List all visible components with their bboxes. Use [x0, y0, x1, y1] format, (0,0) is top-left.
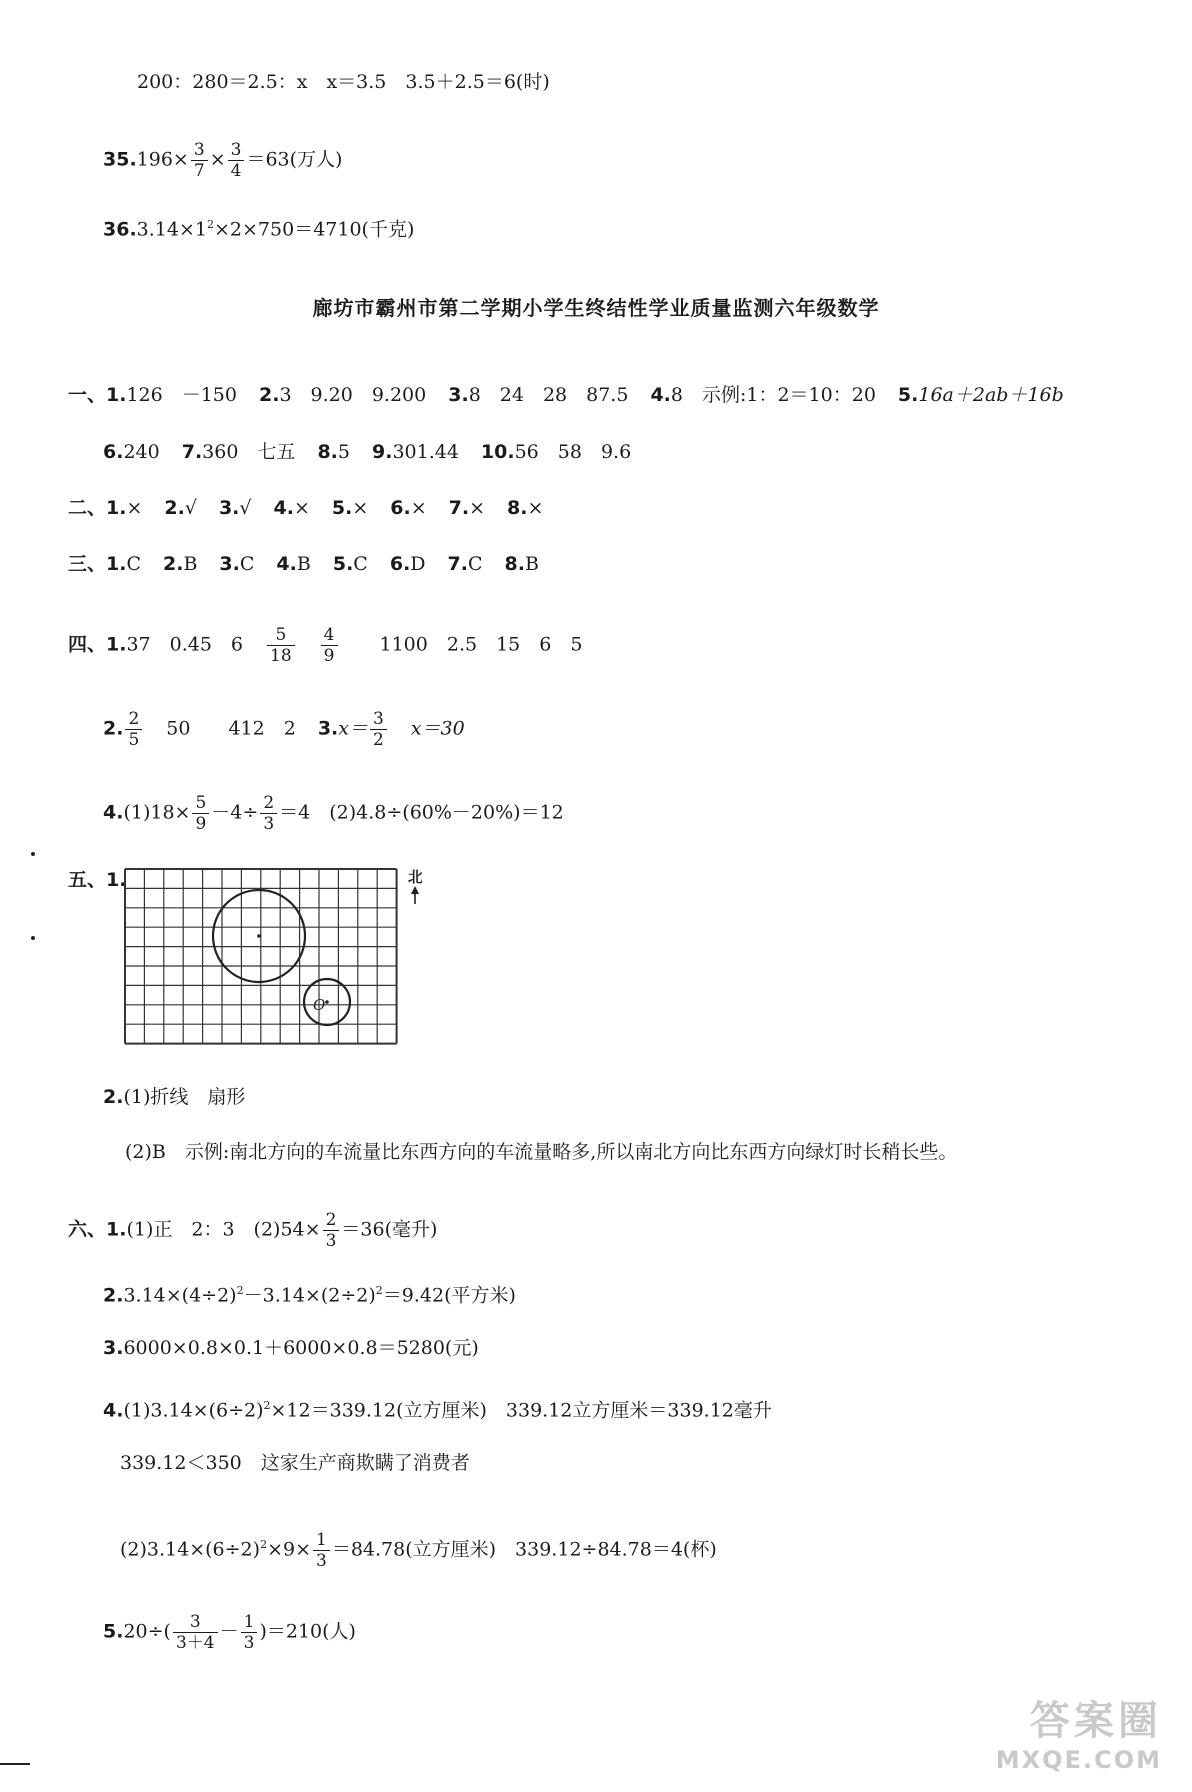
fraction	[125, 709, 142, 750]
answer-value: ×	[527, 497, 544, 519]
numerator: 3	[228, 140, 245, 161]
question-number: 3.	[219, 553, 240, 575]
answer-value: C	[353, 553, 368, 575]
expression-part: (1)3.14×(6÷2)	[123, 1399, 264, 1422]
watermark	[996, 1689, 1162, 1774]
expression-part: 20÷(	[123, 1620, 171, 1643]
numerator: 1	[313, 1530, 330, 1551]
section-4-row-1	[68, 625, 582, 666]
question-number: 7.	[181, 441, 203, 463]
expression-part: 3.14×1	[136, 218, 207, 241]
small-circle-center	[325, 1000, 329, 1004]
question-number: 7.	[448, 497, 470, 519]
denominator: 18	[270, 646, 292, 666]
answer-value: √	[184, 497, 197, 519]
section-label: 六、1.	[68, 1218, 127, 1241]
question-number: 4.	[273, 497, 294, 519]
expression-part: ＝63(万人)	[246, 148, 343, 171]
answer-value: 16a＋2ab＋16b	[918, 384, 1064, 406]
fraction	[241, 1612, 258, 1653]
expression-part: (1)正 2：3 (2)54×	[126, 1218, 321, 1241]
question-number: 6.	[389, 553, 411, 575]
question-number: 4.	[103, 1399, 124, 1422]
fraction	[370, 709, 387, 750]
question-number: 3.	[103, 1337, 124, 1359]
expression-part: (2)3.14×(6÷2)	[120, 1538, 261, 1561]
section-title: 廊坊市霸州市第二学期小学生终结性学业质量监测六年级数学	[312, 296, 880, 320]
expression-part: －3.14×(2÷2)	[243, 1284, 376, 1307]
section-5-q2-a	[103, 1085, 245, 1109]
section-label: 二、1.	[68, 497, 127, 519]
answer-value: 5	[337, 441, 350, 463]
answer-value: C	[467, 553, 483, 575]
denominator: 3	[325, 1231, 337, 1251]
question-number: 6.	[390, 497, 411, 519]
expression-part: －	[219, 1620, 239, 1643]
answer-value: B	[524, 553, 539, 575]
denominator: 4	[230, 161, 242, 181]
denominator: 3	[263, 814, 275, 834]
question-number: 7.	[447, 553, 468, 575]
question-number: 8.	[507, 497, 528, 519]
fraction	[228, 140, 245, 181]
question-number: 3.	[317, 717, 339, 740]
section-label: 五、1.	[68, 869, 127, 891]
expression-part: 6000×0.8×0.1＋6000×0.8＝5280(元)	[123, 1337, 479, 1359]
section-5-label	[68, 868, 126, 892]
exponent: 2	[236, 1284, 244, 1297]
answer-value: 360 七五	[202, 441, 296, 463]
question-number: 3.	[218, 497, 240, 519]
expression-part: ×12＝339.12(立方厘米) 339.12立方厘米＝339.12毫升	[270, 1399, 772, 1422]
section-6-q1	[68, 1210, 437, 1251]
section-6-q3	[103, 1336, 479, 1360]
denominator: 7	[193, 161, 205, 181]
denominator: 9	[323, 646, 335, 666]
fraction	[191, 140, 208, 181]
answer-value: ×	[352, 497, 369, 519]
answer-value: ×	[469, 497, 485, 519]
numerator: 5	[192, 793, 209, 814]
numerator: 3	[370, 709, 387, 730]
fraction	[321, 625, 338, 666]
expression-part: ×9×	[267, 1538, 311, 1561]
answer-value: C	[126, 553, 141, 575]
expression-part: ＝4 (2)4.8÷(60%－20%)＝12	[279, 801, 564, 824]
fraction	[192, 793, 209, 834]
answer-value: 50 412 2	[166, 717, 296, 740]
watermark-url: MXQE.COM	[995, 1746, 1162, 1774]
answer-value: 56 58 9.6	[514, 441, 632, 463]
numerator: 2	[260, 793, 277, 814]
question-number: 2.	[258, 384, 280, 406]
answer-value: D	[410, 553, 426, 575]
section-1-row-1	[68, 383, 1064, 407]
section-1-row-2	[103, 440, 631, 464]
answer-value: 301.44	[392, 441, 459, 463]
margin-dot	[31, 852, 35, 856]
section-3-row	[68, 552, 539, 576]
answer-35	[103, 140, 342, 181]
exponent: 2	[375, 1284, 383, 1297]
large-circle-center	[257, 934, 261, 938]
answer-value: 1100 2.5 15 6 5	[379, 633, 583, 656]
question-number: 4.	[650, 384, 671, 406]
fraction	[323, 1210, 340, 1251]
grid-diagram	[122, 866, 422, 1070]
fraction	[260, 793, 277, 834]
denominator: 3＋4	[175, 1633, 215, 1653]
numerator: 2	[323, 1210, 340, 1231]
answer-value: ×	[126, 497, 143, 519]
denominator: 3	[316, 1551, 327, 1571]
question-number: 2.	[103, 717, 124, 740]
question-number: 10.	[480, 441, 515, 463]
answer-value: (1)折线 扇形	[123, 1086, 246, 1108]
question-number: 3.	[448, 384, 469, 406]
expression-part: ＝36(毫升)	[341, 1218, 438, 1241]
section-6-q5	[103, 1612, 356, 1653]
answer-value: √	[239, 497, 252, 519]
expression-part: 3.14×(4÷2)	[123, 1284, 237, 1307]
answer-value: 37 0.45 6	[126, 633, 244, 656]
question-number: 2.	[103, 1086, 124, 1108]
question-number: 5.	[331, 497, 353, 519]
answer-value: 8 示例:1：2＝10：20	[670, 384, 876, 406]
question-number: 8.	[504, 553, 525, 575]
question-number: 36.	[103, 218, 137, 241]
expression-part: ×2×750＝4710(千克)	[214, 218, 415, 241]
expression-part: －4÷	[211, 801, 259, 824]
answer-34-continuation: 200：280＝2.5：x x＝3.5 3.5＋2.5＝6(时)	[137, 71, 550, 93]
question-number: 2.	[163, 553, 184, 575]
section-6-q4-c	[120, 1530, 717, 1571]
expression-part: ＝84.78(立方厘米) 339.12÷84.78＝4(杯)	[331, 1538, 717, 1561]
answer-value: 3 9.20 9.200	[279, 384, 427, 406]
numerator: 3	[191, 140, 208, 161]
question-number: 2.	[103, 1284, 124, 1307]
section-6-q4-a	[103, 1394, 772, 1422]
section-5-q2-b: (2)B 示例:南北方向的车流量比东西方向的车流量略多,所以南北方向比东西方向绿灯时长稍长些。	[125, 1141, 958, 1163]
question-number: 35.	[103, 148, 137, 171]
section-6-q2	[103, 1279, 516, 1307]
question-number: 4.	[103, 801, 124, 824]
answer-value: B	[183, 553, 198, 575]
numerator: 2	[125, 709, 142, 730]
answer-value: x＝30	[410, 717, 465, 740]
section-label: 一、1.	[68, 384, 127, 406]
expression-part: x＝	[338, 717, 368, 740]
answer-value: B	[296, 553, 311, 575]
section-4-row-3	[103, 793, 564, 834]
answer-value: 126 －150	[126, 384, 237, 406]
numerator: 3	[173, 1612, 218, 1633]
answer-value: 8 24 28 87.5	[468, 384, 629, 406]
section-2-row	[68, 496, 543, 520]
section-6-q4-b: 339.12＜350 这家生产商欺瞒了消费者	[120, 1452, 470, 1474]
expression-part: (1)18×	[123, 801, 191, 824]
fraction	[313, 1530, 330, 1571]
section-label: 三、1.	[68, 553, 127, 575]
north-arrow-head	[411, 886, 419, 894]
section-label: 四、1.	[68, 633, 127, 656]
expression-part: ＝9.42(平方米)	[382, 1284, 516, 1307]
denominator: 5	[128, 730, 140, 750]
question-number: 5.	[103, 1620, 124, 1643]
times-sign: ×	[209, 148, 226, 171]
fraction	[173, 1612, 218, 1653]
exponent: 2	[260, 1538, 268, 1552]
denominator: 3	[243, 1633, 255, 1653]
north-label: 北	[408, 868, 422, 886]
exponent: 2	[207, 218, 214, 231]
expression-part: )＝210(人)	[259, 1620, 356, 1643]
question-number: 5.	[897, 384, 919, 406]
question-number: 6.	[103, 441, 124, 463]
page-dash	[0, 1763, 30, 1765]
answer-value: ×	[293, 497, 310, 519]
exponent: 2	[263, 1399, 271, 1412]
margin-dot	[31, 936, 35, 940]
numerator: 1	[241, 1612, 258, 1633]
question-number: 5.	[332, 553, 354, 575]
section-4-row-2	[103, 709, 465, 750]
denominator: 2	[372, 730, 384, 750]
answer-value: ×	[410, 497, 427, 519]
numerator: 4	[321, 625, 338, 646]
question-number: 4.	[276, 553, 297, 575]
fraction	[267, 625, 295, 666]
watermark-logo: 答案圈	[1030, 1698, 1162, 1744]
grid-svg	[122, 866, 422, 1066]
answer-value: C	[239, 553, 255, 575]
question-number: 8.	[317, 441, 338, 463]
center-label-o: O	[313, 996, 326, 1014]
denominator: 9	[195, 814, 207, 834]
answer-value: 240	[123, 441, 160, 463]
question-number: 2.	[164, 497, 185, 519]
numerator: 5	[267, 625, 295, 646]
question-number: 9.	[371, 441, 393, 463]
expression-part: 196×	[136, 148, 189, 171]
answer-36	[103, 213, 414, 241]
